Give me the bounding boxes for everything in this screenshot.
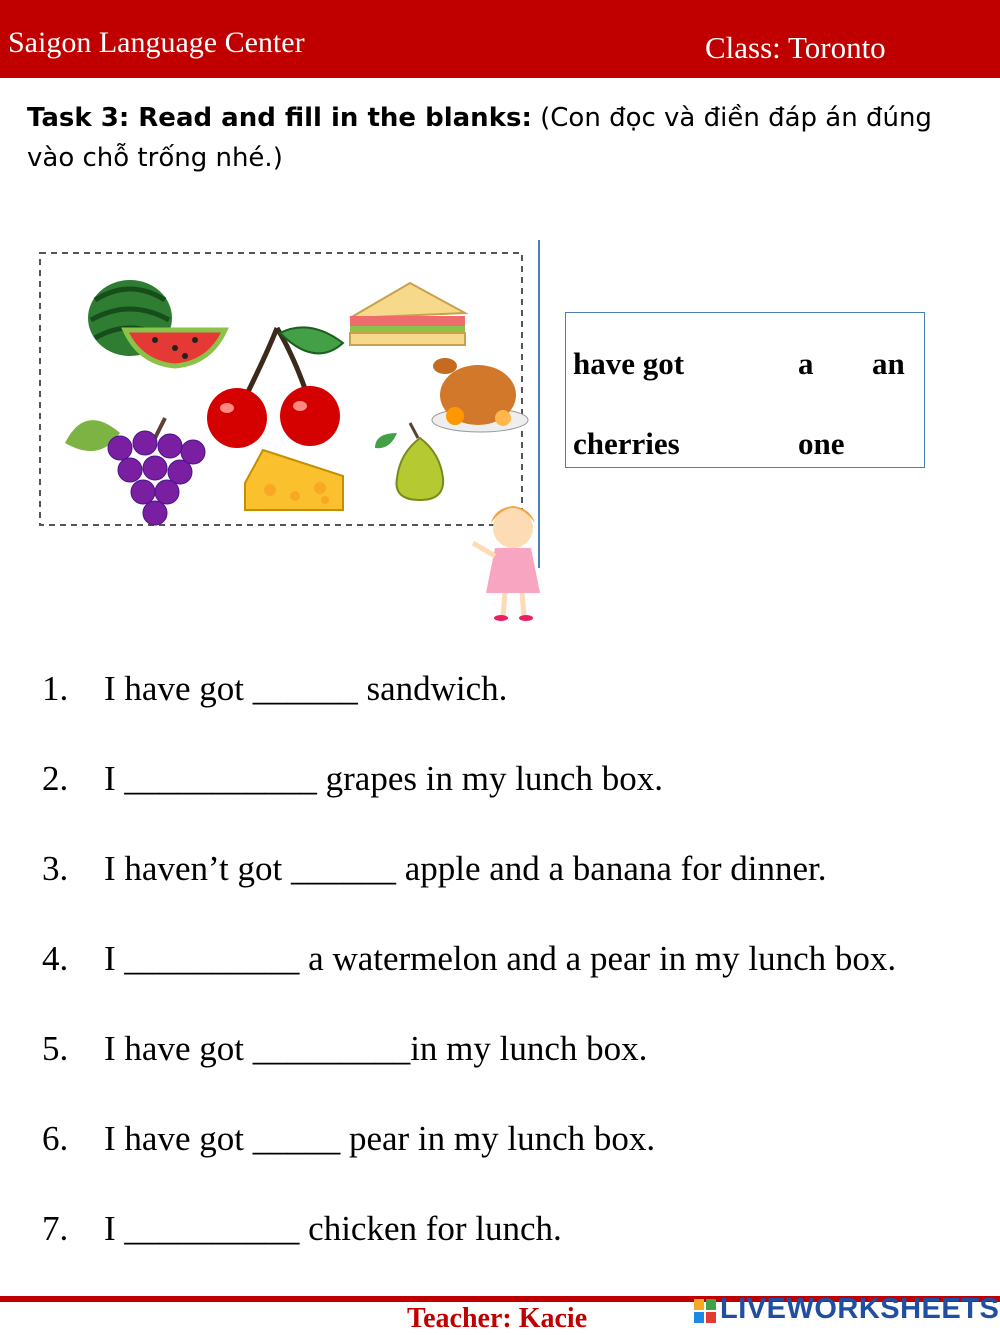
header-bar <box>0 0 1000 78</box>
task-instruction-text: (Con đọc và điền đáp án đúng vào chỗ trống nhé.) <box>27 103 932 173</box>
word-a: a <box>798 346 814 381</box>
sentence-text: I have got ______ sandwich. <box>104 669 508 708</box>
cherries-icon <box>207 327 343 448</box>
roast-chicken-icon <box>432 358 528 432</box>
pear-icon <box>375 423 443 500</box>
sentence-number: 3. <box>42 849 69 888</box>
sentence-text: I haven’t got ______ apple and a banana for dinner. <box>104 849 827 888</box>
liveworksheets-brand[interactable]: LIVEWORKSHEETS <box>720 1293 1000 1325</box>
sentence-text: I ___________ grapes in my lunch box. <box>104 759 663 798</box>
task-instruction <box>27 98 977 178</box>
grapes-icon <box>65 418 205 525</box>
sentence-text: I have got _____ pear in my lunch box. <box>104 1119 656 1158</box>
sentence-number: 2. <box>42 759 69 798</box>
word-have-got: have got <box>573 346 685 381</box>
sentence-number: 6. <box>42 1119 69 1158</box>
class-label: Class: Toronto <box>705 30 886 65</box>
sentence-text: I have got _________in my lunch box. <box>104 1029 648 1068</box>
teacher-name: Teacher: Kacie <box>407 1303 588 1334</box>
sentence-text: I __________ chicken for lunch. <box>104 1209 562 1248</box>
school-name: Saigon Language Center <box>8 26 305 59</box>
food-picture <box>25 238 550 628</box>
sentence-number: 7. <box>42 1209 69 1248</box>
liveworksheets-logo-icon <box>693 1298 717 1324</box>
watermelon-icon <box>88 280 225 366</box>
word-one: one <box>798 426 845 461</box>
sandwich-icon <box>350 283 465 345</box>
sentence-text: I __________ a watermelon and a pear in my lunch box. <box>104 939 897 978</box>
word-box <box>565 312 925 468</box>
girl-character-icon <box>473 506 540 621</box>
sentence-number: 4. <box>42 939 69 978</box>
word-cherries: cherries <box>573 426 680 461</box>
task-title: Task 3: Read and fill in the blanks: <box>27 103 532 133</box>
sentence-number: 5. <box>42 1029 69 1068</box>
word-an: an <box>872 346 905 381</box>
sentence-number: 1. <box>42 669 69 708</box>
cheese-icon <box>245 450 343 510</box>
